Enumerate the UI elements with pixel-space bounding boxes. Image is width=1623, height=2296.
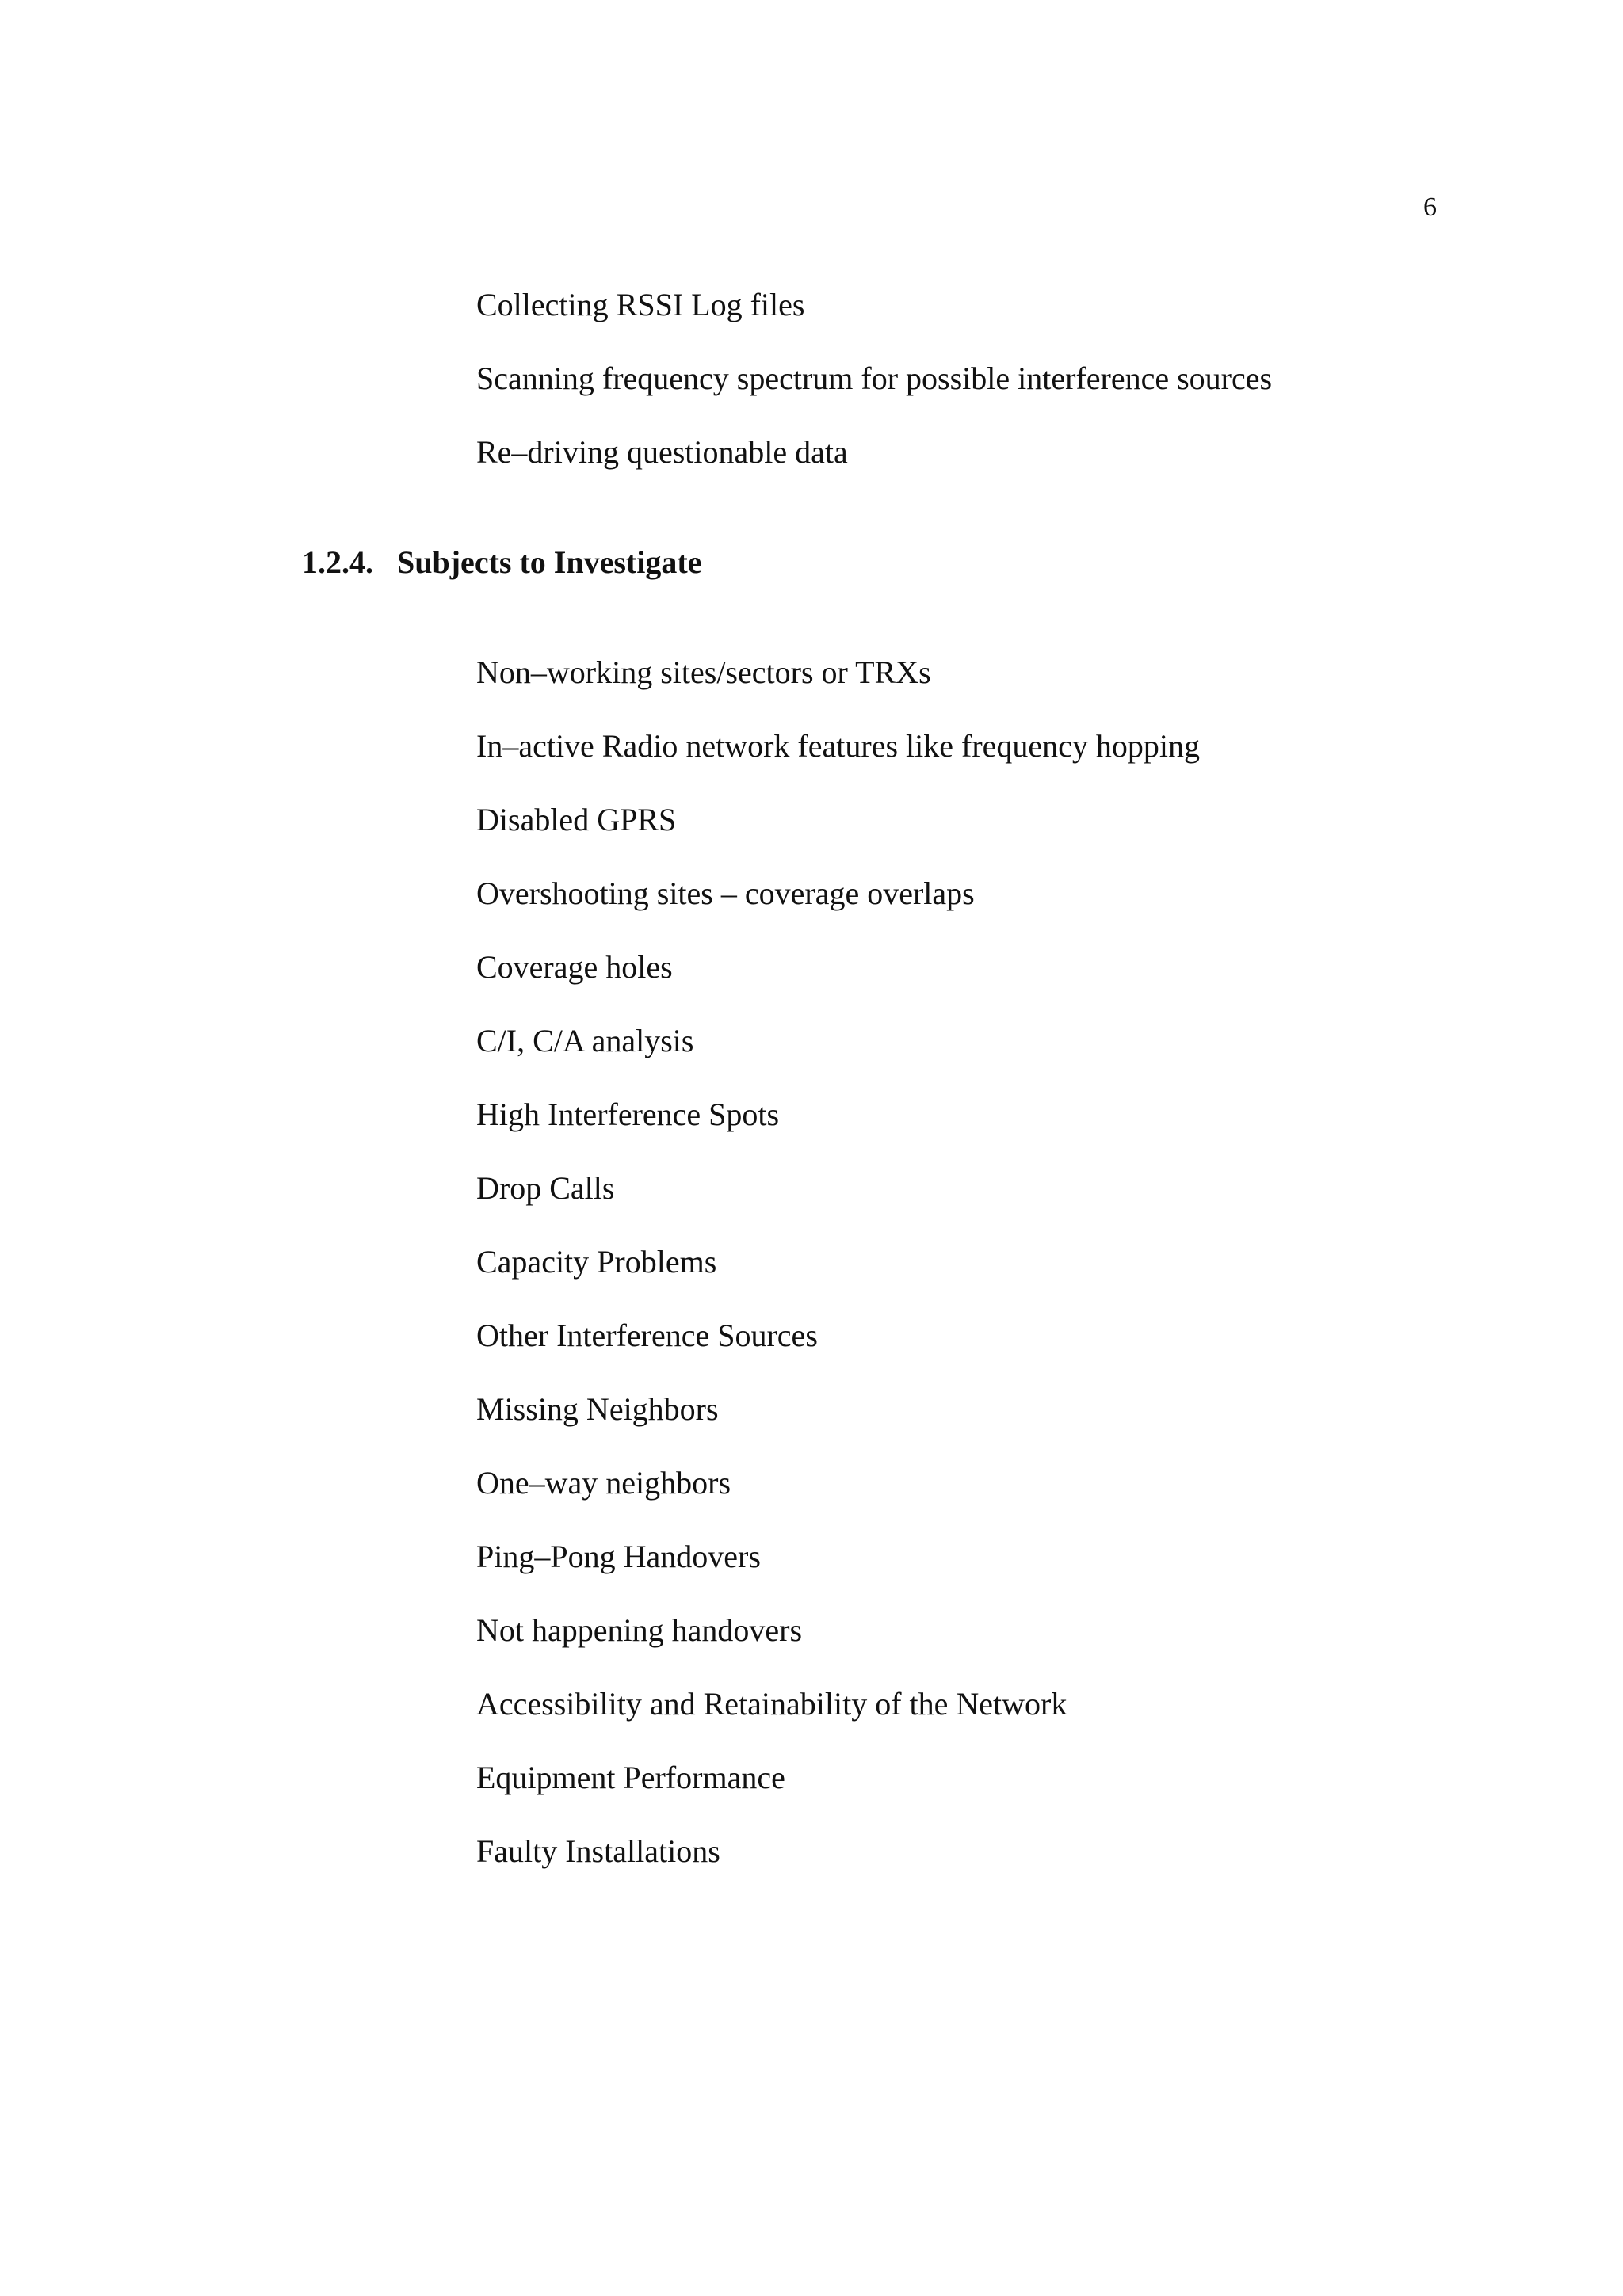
list-item: Missing Neighbors: [476, 1391, 719, 1427]
list-item: C/I, C/A analysis: [476, 1023, 694, 1058]
subjects-list: [476, 654, 1200, 1907]
list-item: Scanning frequency spectrum for possible interference sources: [476, 360, 1273, 396]
list-item: Equipment Performance: [476, 1760, 785, 1795]
list-item: Overshooting sites – coverage overlaps: [476, 875, 975, 911]
list-item: High Interference Spots: [476, 1097, 780, 1132]
list-item: Coverage holes: [476, 949, 673, 985]
section-heading: [302, 544, 701, 581]
list-item: Ping–Pong Handovers: [476, 1539, 761, 1574]
page-number: 6: [1423, 193, 1437, 222]
list-item: Collecting RSSI Log files: [476, 287, 805, 322]
list-item: Other Interference Sources: [476, 1318, 818, 1353]
list-item: Disabled GPRS: [476, 802, 677, 837]
list-item: Drop Calls: [476, 1170, 615, 1206]
list-item: Not happening handovers: [476, 1612, 803, 1648]
list-item: In–active Radio network features like frequency hopping: [476, 728, 1201, 764]
list-item: Re–driving questionable data: [476, 434, 848, 470]
list-item: One–way neighbors: [476, 1465, 731, 1501]
section-title: Subjects to Investigate: [397, 544, 702, 580]
section-number: 1.2.4.: [302, 544, 373, 580]
list-item: Capacity Problems: [476, 1244, 717, 1280]
task-list: [476, 287, 1272, 508]
list-item: Faulty Installations: [476, 1833, 720, 1869]
list-item: Non–working sites/sectors or TRXs: [476, 654, 931, 690]
list-item: Accessibility and Retainability of the Network: [476, 1686, 1067, 1722]
